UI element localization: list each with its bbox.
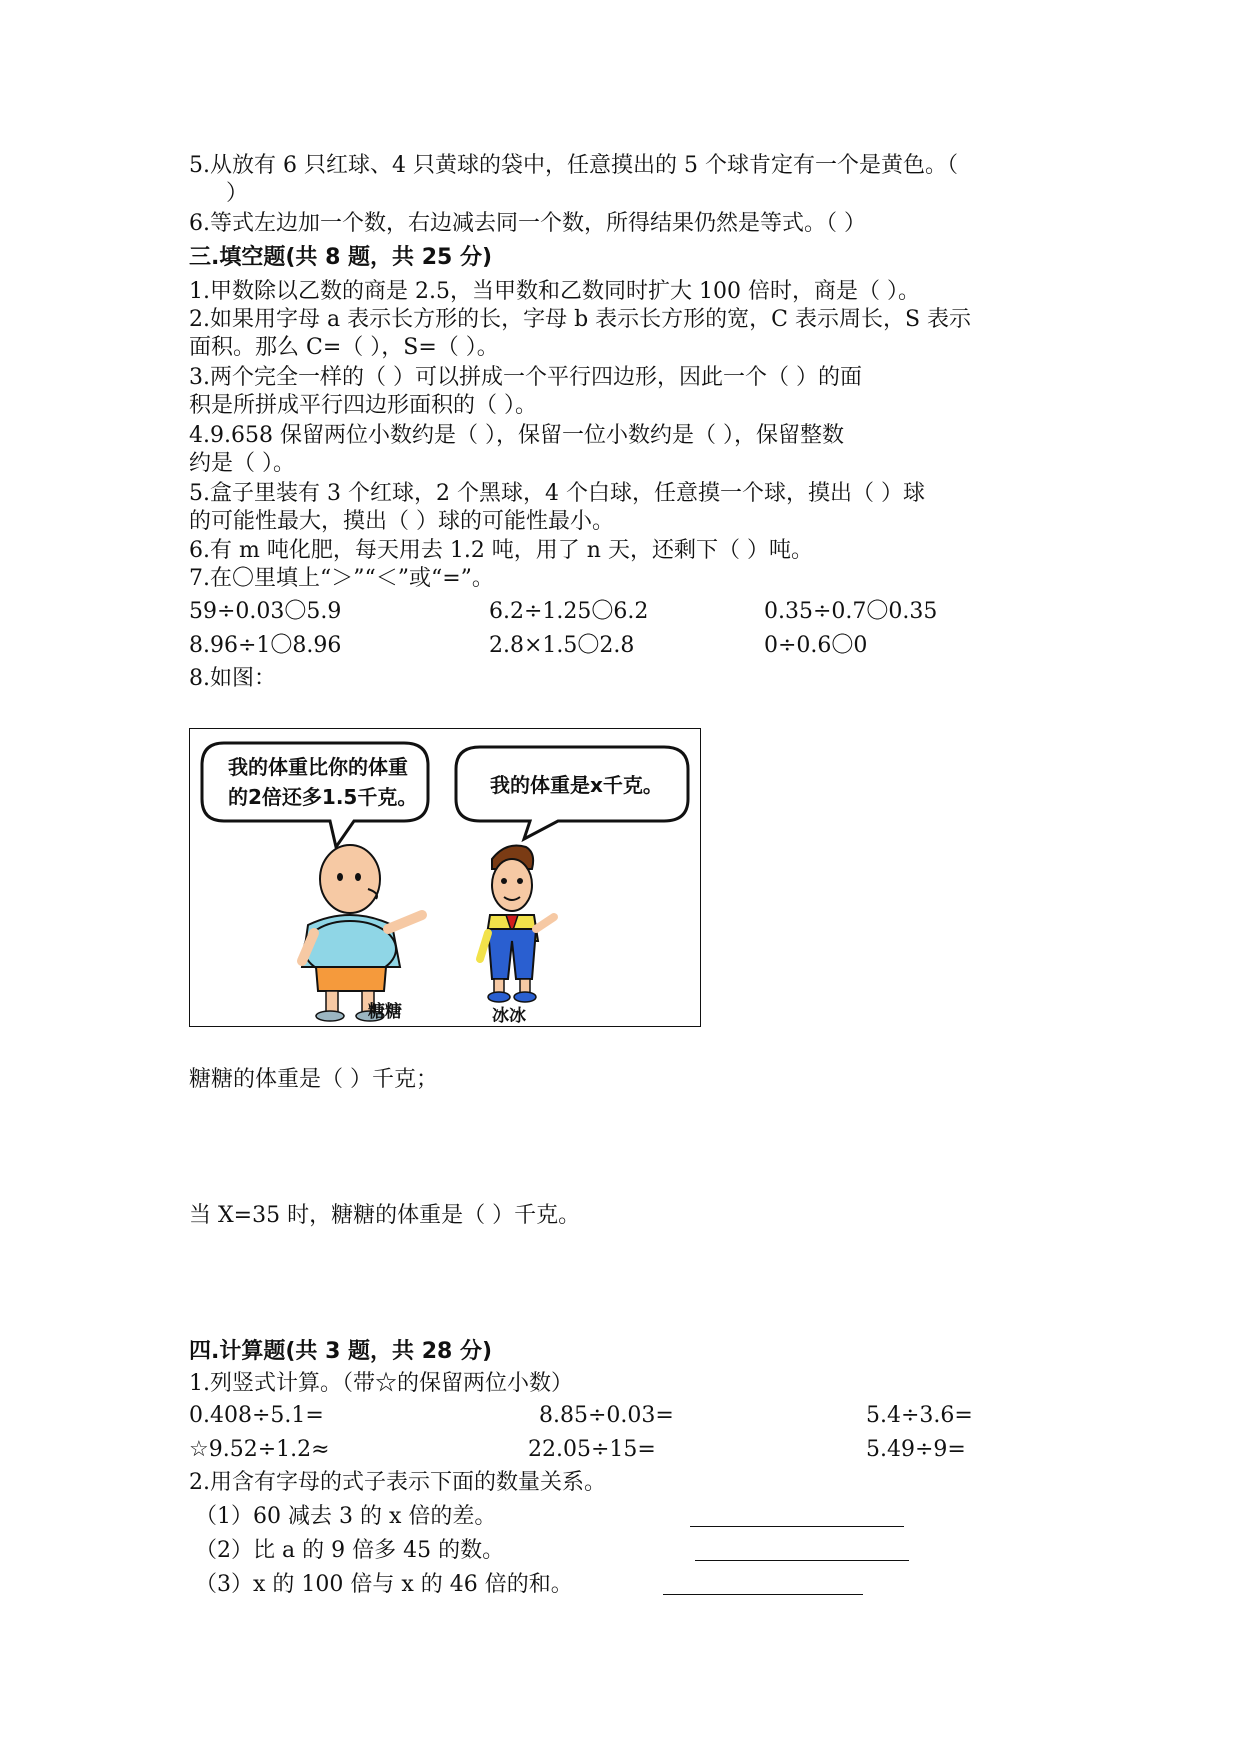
fill-q8: 8.如图： [189,666,276,691]
fill-q6: 6.有 m 吨化肥，每天用去 1.2 吨，用了 n 天，还剩下（ ）吨。 [189,538,813,563]
calc-item: 5.4÷3.6= [866,1403,973,1428]
fill-q2-line2: 面积。那么 C=（ ），S=（ ）。 [189,335,499,360]
bingbing-figure [480,846,554,1003]
calc-item: ☆9.52÷1.2≈ [189,1437,330,1462]
answer-line-2 [695,1560,909,1561]
calc-item: 22.05÷15= [528,1437,656,1462]
judge-q5-line2: ） [226,181,249,206]
answer-line-1 [690,1526,904,1527]
section3-heading: 三.填空题(共 8 题，共 25 分) [189,245,493,270]
tangtang-name-label: 糖糖 [368,1002,402,1022]
compare-item: 0.35÷0.7〇0.35 [764,599,938,624]
compare-item: 0÷0.6〇0 [764,633,868,658]
left-speech-line1: 我的体重比你的体重 [228,755,408,779]
expression-item-1: （1）60 减去 3 的 x 倍的差。 [195,1504,497,1529]
calc-item: 8.85÷0.03= [539,1403,674,1428]
tangtang-figure [302,845,422,1021]
fill-q4-line1: 4.9.658 保留两位小数约是（ ），保留一位小数约是（ ），保留整数 [189,423,844,448]
left-speech-line2: 的2倍还多1.5千克。 [228,785,418,809]
compare-item: 59÷0.03〇5.9 [189,599,342,624]
fill-q5-line2: 的可能性最大，摸出（ ）球的可能性最小。 [189,509,614,534]
expression-item-2: （2）比 a 的 9 倍多 45 的数。 [195,1538,505,1563]
compare-item: 2.8×1.5〇2.8 [489,633,635,658]
fill-q1: 1.甲数除以乙数的商是 2.5，当甲数和乙数同时扩大 100 倍时，商是（ ）。 [189,279,920,304]
answer-line-3 [663,1594,863,1595]
fill-q8-part-a: 糖糖的体重是（ ）千克； [189,1067,438,1092]
judge-q5-line1: 5.从放有 6 只红球、4 只黄球的袋中，任意摸出的 5 个球肯定有一个是黄色。（ [189,153,958,178]
calc-item: 0.408÷5.1= [189,1403,324,1428]
fill-q3-line1: 3.两个完全一样的（ ）可以拼成一个平行四边形，因此一个（ ）的面 [189,365,862,390]
fill-q7: 7.在〇里填上“＞”“＜”或“=”。 [189,566,494,591]
section4-heading: 四.计算题(共 3 题，共 28 分) [189,1339,493,1364]
fill-q5-line1: 5.盒子里装有 3 个红球，2 个黑球，4 个白球，任意摸一个球，摸出（ ）球 [189,481,925,506]
fill-q4-line2: 约是（ ）。 [189,451,295,476]
fill-q8-part-b: 当 X=35 时，糖糖的体重是（ ）千克。 [189,1203,581,1228]
compare-item: 6.2÷1.25〇6.2 [489,599,649,624]
bingbing-name-label: 冰冰 [492,1006,526,1026]
calc-item: 5.49÷9= [866,1437,966,1462]
fill-q2-line1: 2.如果用字母 a 表示长方形的长，字母 b 表示长方形的宽，C 表示周长，S 表示 [189,307,972,332]
judge-q6: 6.等式左边加一个数，右边减去同一个数，所得结果仍然是等式。（ ） [189,211,866,236]
expression-item-3: （3）x 的 100 倍与 x 的 46 倍的和。 [195,1572,573,1597]
calc-q2: 2.用含有字母的式子表示下面的数量关系。 [189,1470,606,1495]
compare-item: 8.96÷1〇8.96 [189,633,342,658]
fill-q3-line2: 积是所拼成平行四边形面积的（ ）。 [189,393,537,418]
weight-illustration [189,728,701,1027]
right-speech-text: 我的体重是x千克。 [490,773,663,797]
calc-q1: 1.列竖式计算。（带☆的保留两位小数） [189,1371,573,1396]
